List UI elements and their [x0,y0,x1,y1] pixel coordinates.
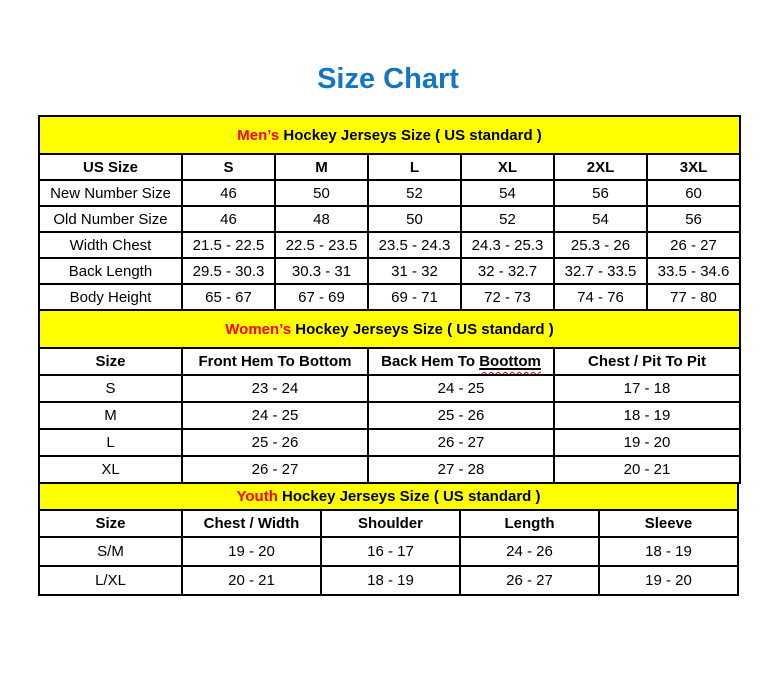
size-value-cell: 67 - 69 [275,284,368,310]
womens-banner-highlight: Women’s [225,320,292,338]
size-value-cell: 60 [647,180,740,206]
size-value-cell: 26 - 27 [647,232,740,258]
size-value-cell: 18 - 19 [599,537,738,566]
size-value-cell: 24.3 - 25.3 [461,232,554,258]
size-value-cell: 52 [368,180,461,206]
mens-banner [39,116,740,154]
column-header-3xl: 3XL [647,154,740,180]
size-value-cell: 56 [647,206,740,232]
row-label: S/M [39,537,182,566]
row-label: Width Chest [39,232,182,258]
size-value-cell: 19 - 20 [599,566,738,595]
size-value-cell: 20 - 21 [554,456,740,483]
table-row-back-length [39,258,740,284]
youth-banner-row [39,483,738,510]
column-header-chest-pit: Chest / Pit To Pit [554,348,740,375]
row-label: XL [39,456,182,483]
column-header-xl: XL [461,154,554,180]
size-value-cell: 18 - 19 [321,566,460,595]
misspelled-word-underline [479,353,541,370]
size-value-cell: 74 - 76 [554,284,647,310]
size-value-cell: 32.7 - 33.5 [554,258,647,284]
size-value-cell: 50 [368,206,461,232]
page-title: Size Chart [317,63,459,95]
table-row-womens-s [39,375,740,402]
size-value-cell: 26 - 27 [182,456,368,483]
table-row-youth-lxl [39,566,738,595]
size-value-cell: 25.3 - 26 [554,232,647,258]
size-value-cell: 65 - 67 [182,284,275,310]
womens-banner-row [39,310,740,348]
youth-header-row [39,510,738,537]
size-value-cell: 29.5 - 30.3 [182,258,275,284]
size-value-cell: 72 - 73 [461,284,554,310]
row-label: M [39,402,182,429]
mens-banner-highlight: Men’s [237,126,280,144]
size-value-cell: 52 [461,206,554,232]
misspelled-word-squiggle: Boottom [479,353,541,370]
column-header-s: S [182,154,275,180]
womens-banner-text: Hockey Jerseys Size ( US standard ) [291,320,554,338]
size-value-cell: 17 - 18 [554,375,740,402]
size-value-cell: 24 - 25 [368,375,554,402]
size-value-cell: 27 - 28 [368,456,554,483]
size-value-cell: 33.5 - 34.6 [647,258,740,284]
row-label: Old Number Size [39,206,182,232]
table-row-womens-xl [39,456,740,483]
column-header-size: Size [39,510,182,537]
youth-banner-highlight: Youth [236,488,278,505]
table-row-womens-l [39,429,740,456]
size-value-cell: 20 - 21 [182,566,321,595]
row-label: New Number Size [39,180,182,206]
size-value-cell: 25 - 26 [182,429,368,456]
table-row-new-number-size [39,180,740,206]
size-value-cell: 31 - 32 [368,258,461,284]
size-value-cell: 18 - 19 [554,402,740,429]
size-value-cell: 21.5 - 22.5 [182,232,275,258]
womens-header-row [39,348,740,375]
row-label: L [39,429,182,456]
size-value-cell: 54 [461,180,554,206]
row-label: S [39,375,182,402]
table-row-width-chest [39,232,740,258]
column-header-back-hem [368,348,554,375]
size-value-cell: 56 [554,180,647,206]
column-header-chest-width: Chest / Width [182,510,321,537]
column-header-length: Length [460,510,599,537]
youth-size-table [38,482,739,596]
mens-banner-text: Hockey Jerseys Size ( US standard ) [279,126,542,144]
size-value-cell: 26 - 27 [368,429,554,456]
column-header-us-size: US Size [39,154,182,180]
column-header-m: M [275,154,368,180]
youth-banner-text: Hockey Jerseys Size ( US standard ) [277,488,541,505]
table-row-old-number-size [39,206,740,232]
column-header-l: L [368,154,461,180]
column-header-size: Size [39,348,182,375]
size-value-cell: 46 [182,206,275,232]
mens-header-row [39,154,740,180]
womens-size-table [38,309,741,484]
size-value-cell: 32 - 32.7 [461,258,554,284]
size-value-cell: 54 [554,206,647,232]
column-header-2xl: 2XL [554,154,647,180]
column-header-front-hem: Front Hem To Bottom [182,348,368,375]
row-label: L/XL [39,566,182,595]
row-label: Back Length [39,258,182,284]
size-value-cell: 26 - 27 [460,566,599,595]
size-value-cell: 25 - 26 [368,402,554,429]
size-value-cell: 69 - 71 [368,284,461,310]
size-value-cell: 19 - 20 [554,429,740,456]
back-hem-label-prefix: Back Hem To [381,353,480,370]
youth-banner [39,483,738,510]
size-value-cell: 30.3 - 31 [275,258,368,284]
size-chart-page [38,0,738,596]
size-value-cell: 19 - 20 [182,537,321,566]
size-value-cell: 50 [275,180,368,206]
size-value-cell: 16 - 17 [321,537,460,566]
size-value-cell: 23 - 24 [182,375,368,402]
size-value-cell: 48 [275,206,368,232]
mens-size-table [38,115,741,311]
size-value-cell: 22.5 - 23.5 [275,232,368,258]
size-value-cell: 24 - 26 [460,537,599,566]
column-header-shoulder: Shoulder [321,510,460,537]
row-label: Body Height [39,284,182,310]
size-value-cell: 77 - 80 [647,284,740,310]
column-header-sleeve: Sleeve [599,510,738,537]
table-row-body-height [39,284,740,310]
size-value-cell: 23.5 - 24.3 [368,232,461,258]
table-row-youth-sm [39,537,738,566]
womens-banner [39,310,740,348]
size-value-cell: 24 - 25 [182,402,368,429]
table-row-womens-m [39,402,740,429]
size-value-cell: 46 [182,180,275,206]
mens-banner-row [39,116,740,154]
